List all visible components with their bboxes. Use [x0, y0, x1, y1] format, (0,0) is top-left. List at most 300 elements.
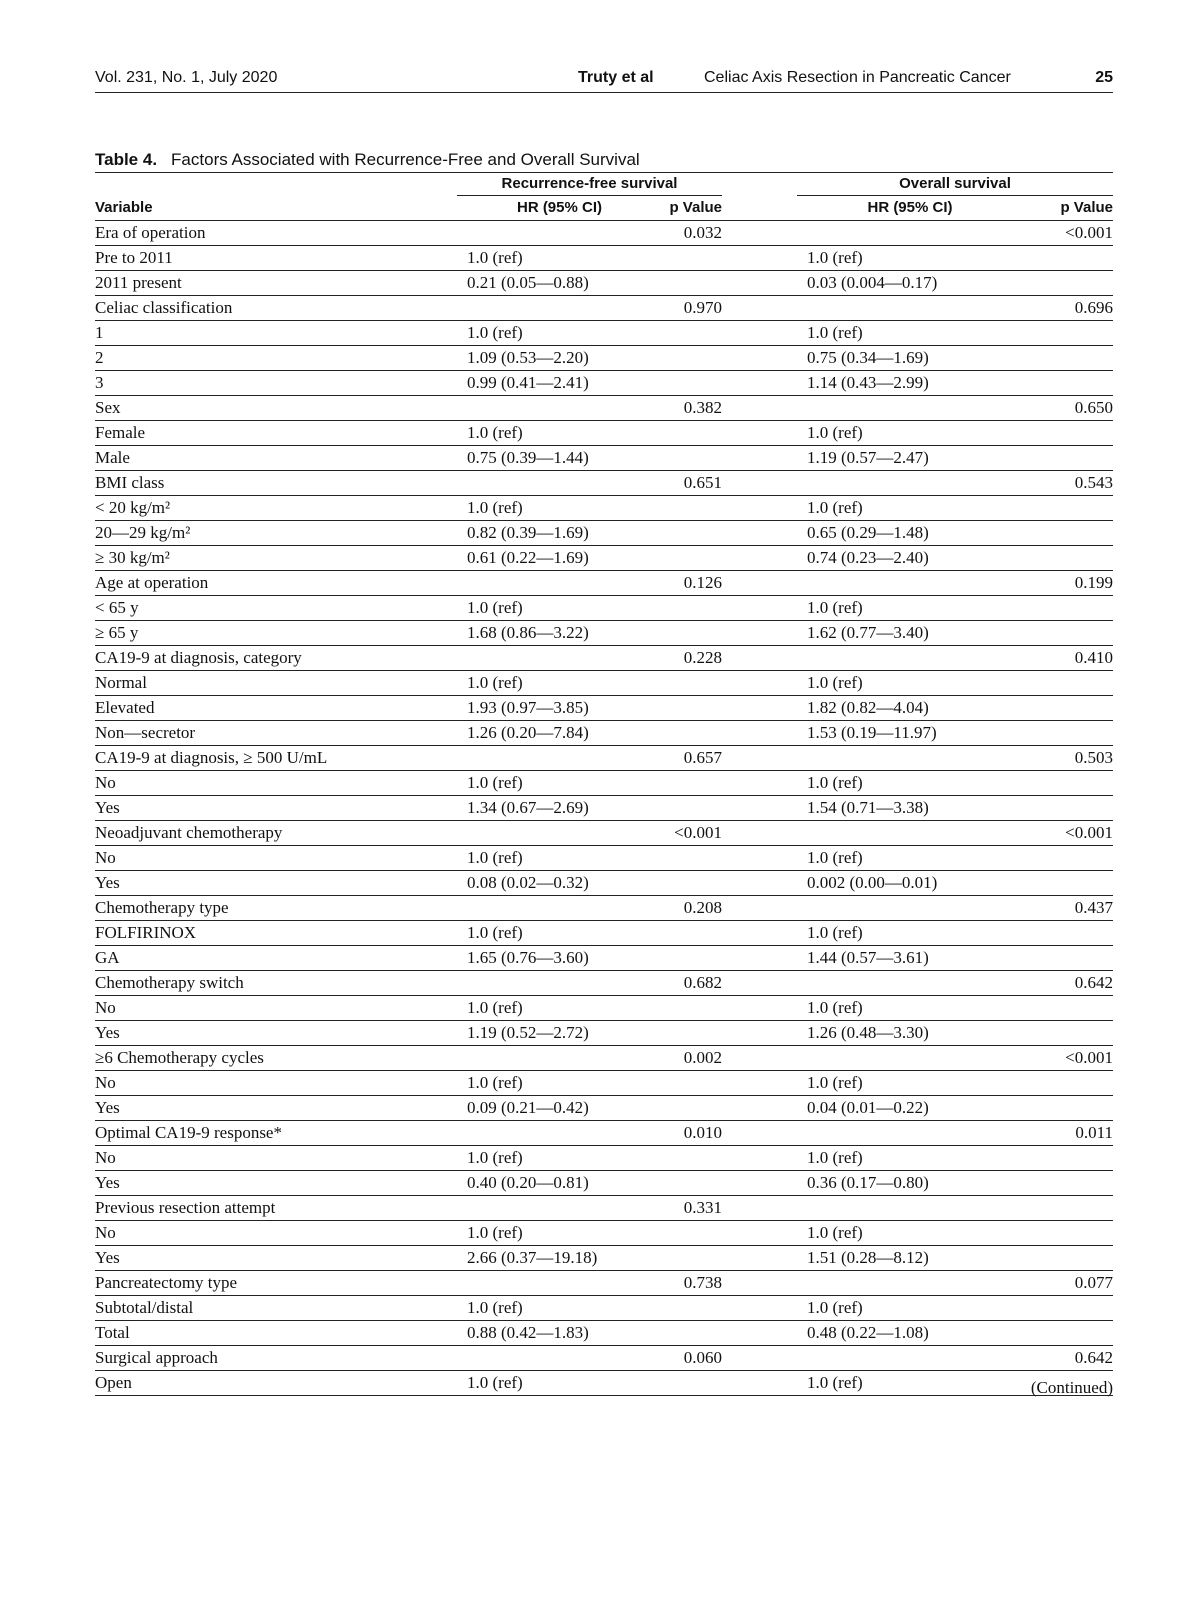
cell-p-rfs — [662, 946, 722, 971]
cell-hr-os — [797, 1271, 1023, 1296]
cell-variable: CA19-9 at diagnosis, ≥ 500 U/mL — [95, 746, 457, 771]
cell-hr-rfs-value: 1.26 (0.20—7.84) — [467, 723, 589, 742]
cell-p-rfs: 0.970 — [662, 296, 722, 321]
cell-hr-rfs-value: 1.0 (ref) — [467, 498, 523, 517]
cell-hr-rfs-value: 0.75 (0.39—1.44) — [467, 448, 589, 467]
cell-variable: Yes — [95, 1096, 457, 1121]
cell-hr-os-value: 0.74 (0.23—2.40) — [807, 548, 929, 567]
table-row-level — [95, 596, 1113, 621]
cell-hr-os — [797, 1096, 1023, 1121]
cell-p-os — [1023, 1096, 1113, 1121]
cell-p-rfs — [662, 1146, 722, 1171]
column-header-p-os: p Value — [1023, 196, 1113, 221]
cell-hr-rfs-value: 0.08 (0.02—0.32) — [467, 873, 589, 892]
cell-variable: CA19-9 at diagnosis, category — [95, 646, 457, 671]
cell-gap — [722, 946, 797, 971]
table-row-variable — [95, 571, 1113, 596]
cell-p-rfs — [662, 696, 722, 721]
cell-p-os — [1023, 271, 1113, 296]
cell-gap — [722, 396, 797, 421]
column-header-p-rfs: p Value — [662, 196, 722, 221]
table-row-variable — [95, 746, 1113, 771]
cell-gap — [722, 271, 797, 296]
cell-hr-rfs-value: 1.65 (0.76—3.60) — [467, 948, 589, 967]
cell-hr-os-value: 1.0 (ref) — [807, 598, 863, 617]
cell-hr-rfs — [457, 971, 662, 996]
cell-hr-os — [797, 271, 1023, 296]
cell-hr-os-value: 1.53 (0.19—11.97) — [807, 723, 937, 742]
cell-hr-rfs — [457, 1271, 662, 1296]
table-row-variable — [95, 1046, 1113, 1071]
cell-hr-rfs-value: 1.0 (ref) — [467, 1373, 523, 1392]
cell-gap — [722, 846, 797, 871]
cell-hr-os — [797, 571, 1023, 596]
table-row-level — [95, 946, 1113, 971]
cell-hr-os — [797, 446, 1023, 471]
running-header — [95, 66, 1113, 93]
cell-gap — [722, 496, 797, 521]
table-row-level — [95, 271, 1113, 296]
cell-hr-os — [797, 846, 1023, 871]
cell-hr-rfs — [457, 1121, 662, 1146]
cell-gap — [722, 1371, 797, 1396]
cell-hr-os — [797, 671, 1023, 696]
cell-p-rfs — [662, 421, 722, 446]
cell-p-os — [1023, 1171, 1113, 1196]
page-number: 25 — [1095, 69, 1113, 86]
cell-gap — [722, 546, 797, 571]
cell-gap — [722, 221, 797, 246]
cell-gap — [722, 1146, 797, 1171]
cell-gap — [722, 371, 797, 396]
cell-p-rfs — [662, 596, 722, 621]
cell-hr-rfs — [457, 671, 662, 696]
cell-variable: Non—secretor — [95, 721, 457, 746]
cell-p-rfs: 0.032 — [662, 221, 722, 246]
cell-p-rfs: 0.738 — [662, 1271, 722, 1296]
cell-variable: Yes — [95, 871, 457, 896]
cell-p-os — [1023, 1321, 1113, 1346]
table-row-variable — [95, 1271, 1113, 1296]
cell-hr-os — [797, 421, 1023, 446]
table-row-variable — [95, 471, 1113, 496]
cell-p-rfs — [662, 546, 722, 571]
cell-hr-os — [797, 746, 1023, 771]
cell-p-os — [1023, 846, 1113, 871]
table-row-variable — [95, 1196, 1113, 1221]
cell-hr-os — [797, 246, 1023, 271]
cell-p-os — [1023, 246, 1113, 271]
cell-hr-rfs — [457, 1346, 662, 1371]
cell-p-rfs — [662, 246, 722, 271]
cell-hr-rfs — [457, 346, 662, 371]
cell-hr-rfs-value: 1.0 (ref) — [467, 923, 523, 942]
table-row-level — [95, 671, 1113, 696]
cell-p-rfs — [662, 1371, 722, 1396]
cell-hr-rfs-value: 1.0 (ref) — [467, 1148, 523, 1167]
cell-gap — [722, 821, 797, 846]
cell-p-rfs — [662, 521, 722, 546]
cell-hr-os-value: 0.75 (0.34—1.69) — [807, 348, 929, 367]
cell-hr-os-value: 1.62 (0.77—3.40) — [807, 623, 929, 642]
cell-p-rfs: 0.002 — [662, 1046, 722, 1071]
cell-hr-rfs — [457, 596, 662, 621]
cell-p-os — [1023, 496, 1113, 521]
cell-p-os — [1023, 796, 1113, 821]
cell-gap — [722, 1171, 797, 1196]
table-caption-label: Table 4. — [95, 150, 158, 169]
cell-hr-rfs — [457, 321, 662, 346]
cell-hr-os — [797, 371, 1023, 396]
cell-gap — [722, 471, 797, 496]
cell-p-os — [1023, 696, 1113, 721]
table-column-header-row — [95, 196, 1113, 221]
cell-hr-rfs-value: 0.99 (0.41—2.41) — [467, 373, 589, 392]
cell-p-rfs — [662, 346, 722, 371]
running-title: Celiac Axis Resection in Pancreatic Cancer — [704, 69, 1011, 86]
cell-variable: BMI class — [95, 471, 457, 496]
cell-hr-rfs-value: 2.66 (0.37—19.18) — [467, 1248, 598, 1267]
cell-hr-os — [797, 621, 1023, 646]
cell-p-os — [1023, 621, 1113, 646]
table-caption-text: Factors Associated with Recurrence-Free and Overall Survival — [171, 150, 640, 169]
cell-hr-os-value: 1.0 (ref) — [807, 773, 863, 792]
cell-hr-rfs — [457, 1046, 662, 1071]
cell-gap — [722, 721, 797, 746]
cell-hr-os — [797, 946, 1023, 971]
cell-hr-rfs — [457, 896, 662, 921]
cell-hr-os-value: 1.0 (ref) — [807, 673, 863, 692]
cell-gap — [722, 896, 797, 921]
cell-hr-os — [797, 596, 1023, 621]
cell-p-os: 0.650 — [1023, 396, 1113, 421]
cell-p-os — [1023, 546, 1113, 571]
cell-hr-os-value: 1.0 (ref) — [807, 1148, 863, 1167]
cell-hr-os-value: 0.65 (0.29—1.48) — [807, 523, 929, 542]
cell-hr-os-value: 1.26 (0.48—3.30) — [807, 1023, 929, 1042]
cell-variable: Subtotal/distal — [95, 1296, 457, 1321]
cell-gap — [722, 646, 797, 671]
cell-gap — [722, 1021, 797, 1046]
cell-hr-rfs-value: 0.88 (0.42—1.83) — [467, 1323, 589, 1342]
cell-p-os — [1023, 596, 1113, 621]
cell-hr-os-value: 0.04 (0.01—0.22) — [807, 1098, 929, 1117]
cell-p-os: 0.437 — [1023, 896, 1113, 921]
cell-hr-rfs-value: 0.82 (0.39—1.69) — [467, 523, 589, 542]
cell-variable: Pre to 2011 — [95, 246, 457, 271]
cell-hr-rfs — [457, 946, 662, 971]
cell-hr-rfs — [457, 471, 662, 496]
cell-p-rfs — [662, 1021, 722, 1046]
cell-hr-os — [797, 321, 1023, 346]
cell-hr-os — [797, 471, 1023, 496]
cell-p-os — [1023, 1246, 1113, 1271]
table-row-level — [95, 1221, 1113, 1246]
cell-variable: 3 — [95, 371, 457, 396]
cell-variable: No — [95, 1221, 457, 1246]
journal-citation: Vol. 231, No. 1, July 2020 — [95, 69, 278, 86]
cell-p-rfs — [662, 846, 722, 871]
cell-hr-os-value: 0.002 (0.00—0.01) — [807, 873, 938, 892]
cell-variable: ≥ 65 y — [95, 621, 457, 646]
table-body — [95, 221, 1113, 1396]
cell-variable: 1 — [95, 321, 457, 346]
cell-p-os: 0.410 — [1023, 646, 1113, 671]
group-header-overall-survival: Overall survival — [797, 173, 1113, 196]
column-header-hr-os: HR (95% CI) — [797, 196, 1023, 221]
cell-hr-os-value: 1.0 (ref) — [807, 323, 863, 342]
cell-gap — [722, 1321, 797, 1346]
cell-hr-rfs — [457, 246, 662, 271]
cell-p-os — [1023, 321, 1113, 346]
cell-hr-rfs — [457, 496, 662, 521]
cell-p-os: 0.696 — [1023, 296, 1113, 321]
cell-variable: No — [95, 846, 457, 871]
cell-variable: Neoadjuvant chemotherapy — [95, 821, 457, 846]
table-group-header-row — [95, 173, 1113, 196]
cell-gap — [722, 446, 797, 471]
cell-hr-os — [797, 1321, 1023, 1346]
cell-variable: No — [95, 1146, 457, 1171]
cell-hr-rfs-value: 1.0 (ref) — [467, 323, 523, 342]
table-row-level — [95, 1246, 1113, 1271]
cell-variable: Open — [95, 1371, 457, 1396]
table-row-variable — [95, 896, 1113, 921]
cell-gap — [722, 696, 797, 721]
cell-variable: Chemotherapy switch — [95, 971, 457, 996]
cell-variable: Total — [95, 1321, 457, 1346]
cell-variable: No — [95, 996, 457, 1021]
cell-hr-os-value: 1.14 (0.43—2.99) — [807, 373, 929, 392]
cell-hr-os-value: 1.0 (ref) — [807, 848, 863, 867]
cell-variable: Previous resection attempt — [95, 1196, 457, 1221]
cell-p-os — [1023, 421, 1113, 446]
cell-hr-os — [797, 346, 1023, 371]
cell-hr-os — [797, 1046, 1023, 1071]
cell-variable: 2 — [95, 346, 457, 371]
cell-variable: Normal — [95, 671, 457, 696]
cell-hr-rfs-value: 1.34 (0.67—2.69) — [467, 798, 589, 817]
cell-hr-rfs — [457, 821, 662, 846]
cell-hr-os-value: 1.0 (ref) — [807, 998, 863, 1017]
cell-hr-os — [797, 1346, 1023, 1371]
cell-p-os — [1023, 721, 1113, 746]
cell-variable: 20—29 kg/m² — [95, 521, 457, 546]
cell-gap — [722, 671, 797, 696]
cell-variable: No — [95, 771, 457, 796]
cell-gap — [722, 1071, 797, 1096]
cell-hr-os — [797, 971, 1023, 996]
table-row-level — [95, 1371, 1113, 1396]
cell-hr-os — [797, 221, 1023, 246]
cell-gap — [722, 921, 797, 946]
cell-p-rfs — [662, 871, 722, 896]
table-row-level — [95, 1146, 1113, 1171]
cell-p-rfs — [662, 321, 722, 346]
cell-p-os — [1023, 1296, 1113, 1321]
cell-p-os: 0.642 — [1023, 971, 1113, 996]
cell-p-rfs: 0.382 — [662, 396, 722, 421]
cell-hr-rfs — [457, 446, 662, 471]
cell-gap — [722, 596, 797, 621]
cell-p-os — [1023, 871, 1113, 896]
cell-hr-rfs-value: 0.61 (0.22—1.69) — [467, 548, 589, 567]
cell-p-rfs — [662, 446, 722, 471]
cell-variable: Pancreatectomy type — [95, 1271, 457, 1296]
table-row-level — [95, 1096, 1113, 1121]
cell-p-os: 0.503 — [1023, 746, 1113, 771]
cell-hr-rfs — [457, 646, 662, 671]
cell-variable: Yes — [95, 1246, 457, 1271]
cell-variable: Chemotherapy type — [95, 896, 457, 921]
cell-hr-os — [797, 1021, 1023, 1046]
cell-hr-rfs — [457, 1246, 662, 1271]
cell-gap — [722, 1246, 797, 1271]
cell-variable: Male — [95, 446, 457, 471]
cell-gap — [722, 746, 797, 771]
cell-hr-rfs — [457, 996, 662, 1021]
cell-hr-rfs — [457, 221, 662, 246]
cell-hr-os-value: 1.0 (ref) — [807, 1373, 863, 1392]
cell-hr-rfs — [457, 396, 662, 421]
cell-gap — [722, 1046, 797, 1071]
cell-p-rfs — [662, 1171, 722, 1196]
cell-hr-rfs — [457, 296, 662, 321]
cell-hr-os — [797, 1071, 1023, 1096]
cell-hr-os-value: 1.0 (ref) — [807, 923, 863, 942]
cell-hr-rfs-value: 1.19 (0.52—2.72) — [467, 1023, 589, 1042]
cell-hr-os — [797, 821, 1023, 846]
cell-variable: Sex — [95, 396, 457, 421]
table-row-variable — [95, 1346, 1113, 1371]
cell-p-os — [1023, 371, 1113, 396]
table-row-level — [95, 446, 1113, 471]
cell-p-os: <0.001 — [1023, 221, 1113, 246]
table-row-variable — [95, 646, 1113, 671]
cell-hr-os-value: 0.03 (0.004—0.17) — [807, 273, 938, 292]
cell-hr-os — [797, 996, 1023, 1021]
cell-p-os — [1023, 771, 1113, 796]
cell-hr-os — [797, 1171, 1023, 1196]
cell-hr-rfs — [457, 1146, 662, 1171]
cell-hr-rfs — [457, 871, 662, 896]
cell-variable: Yes — [95, 1171, 457, 1196]
cell-hr-os-value: 1.19 (0.57—2.47) — [807, 448, 929, 467]
cell-hr-rfs — [457, 1196, 662, 1221]
cell-hr-rfs — [457, 371, 662, 396]
cell-hr-rfs-value: 1.68 (0.86—3.22) — [467, 623, 589, 642]
cell-gap — [722, 996, 797, 1021]
cell-hr-os-value: 1.51 (0.28—8.12) — [807, 1248, 929, 1267]
cell-hr-rfs-value: 1.0 (ref) — [467, 773, 523, 792]
cell-hr-os-value: 1.0 (ref) — [807, 498, 863, 517]
cell-hr-os — [797, 871, 1023, 896]
cell-p-rfs: 0.657 — [662, 746, 722, 771]
cell-p-rfs — [662, 1246, 722, 1271]
cell-hr-rfs-value: 0.21 (0.05—0.88) — [467, 273, 589, 292]
cell-p-os — [1023, 1021, 1113, 1046]
cell-p-rfs — [662, 796, 722, 821]
cell-p-rfs — [662, 1321, 722, 1346]
cell-p-os — [1023, 921, 1113, 946]
cell-gap — [722, 521, 797, 546]
cell-hr-rfs — [457, 421, 662, 446]
table-row-variable — [95, 1121, 1113, 1146]
cell-hr-os — [797, 1121, 1023, 1146]
cell-hr-rfs — [457, 721, 662, 746]
cell-gap — [722, 621, 797, 646]
cell-p-rfs — [662, 1221, 722, 1246]
table-row-level — [95, 321, 1113, 346]
cell-hr-rfs-value: 1.93 (0.97—3.85) — [467, 698, 589, 717]
cell-variable: FOLFIRINOX — [95, 921, 457, 946]
table-row-variable — [95, 221, 1113, 246]
cell-hr-os — [797, 721, 1023, 746]
table-row-level — [95, 621, 1113, 646]
cell-hr-os — [797, 1196, 1023, 1221]
cell-gap — [722, 321, 797, 346]
cell-hr-rfs — [457, 1071, 662, 1096]
cell-gap — [722, 346, 797, 371]
cell-p-os: 0.543 — [1023, 471, 1113, 496]
cell-p-rfs: 0.010 — [662, 1121, 722, 1146]
cell-gap — [722, 1196, 797, 1221]
table-row-level — [95, 421, 1113, 446]
cell-hr-rfs-value: 1.0 (ref) — [467, 1223, 523, 1242]
cell-p-os — [1023, 346, 1113, 371]
table-row-variable — [95, 971, 1113, 996]
cell-hr-os-value: 0.48 (0.22—1.08) — [807, 1323, 929, 1342]
cell-hr-os — [797, 546, 1023, 571]
cell-p-os — [1023, 1146, 1113, 1171]
cell-p-rfs: 0.651 — [662, 471, 722, 496]
column-header-variable: Variable — [95, 196, 457, 221]
cell-hr-rfs-value: 1.0 (ref) — [467, 1298, 523, 1317]
cell-hr-rfs — [457, 846, 662, 871]
cell-p-os — [1023, 1196, 1113, 1221]
cell-hr-rfs-value: 1.0 (ref) — [467, 673, 523, 692]
cell-p-os — [1023, 946, 1113, 971]
cell-variable: GA — [95, 946, 457, 971]
cell-hr-rfs — [457, 1321, 662, 1346]
table-row-level — [95, 721, 1113, 746]
cell-hr-rfs — [457, 571, 662, 596]
cell-hr-rfs — [457, 746, 662, 771]
cell-variable: Era of operation — [95, 221, 457, 246]
cell-p-os — [1023, 671, 1113, 696]
cell-hr-os — [797, 1221, 1023, 1246]
cell-hr-os-value: 1.0 (ref) — [807, 1298, 863, 1317]
cell-p-rfs: 0.228 — [662, 646, 722, 671]
table-row-level — [95, 921, 1113, 946]
cell-variable: < 65 y — [95, 596, 457, 621]
cell-hr-os — [797, 1371, 1023, 1396]
cell-variable: Age at operation — [95, 571, 457, 596]
cell-hr-rfs — [457, 771, 662, 796]
cell-p-rfs — [662, 496, 722, 521]
cell-gap — [722, 1096, 797, 1121]
cell-variable: ≥6 Chemotherapy cycles — [95, 1046, 457, 1071]
cell-variable: No — [95, 1071, 457, 1096]
cell-hr-rfs-value: 1.0 (ref) — [467, 1073, 523, 1092]
cell-gap — [722, 796, 797, 821]
cell-hr-rfs-value: 1.0 (ref) — [467, 848, 523, 867]
cell-hr-os — [797, 396, 1023, 421]
cell-hr-os — [797, 921, 1023, 946]
cell-p-rfs — [662, 671, 722, 696]
cell-hr-os — [797, 796, 1023, 821]
table-row-level — [95, 846, 1113, 871]
